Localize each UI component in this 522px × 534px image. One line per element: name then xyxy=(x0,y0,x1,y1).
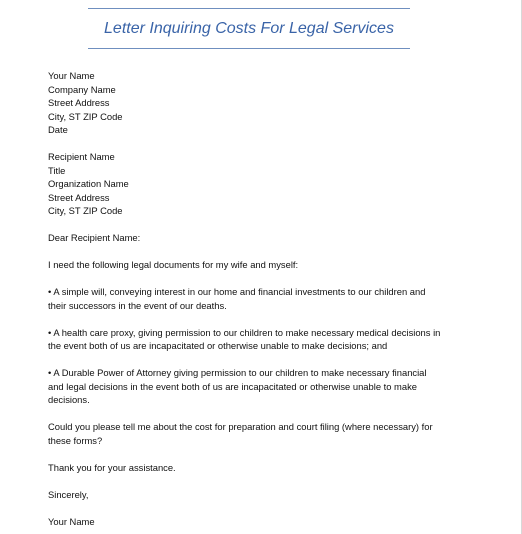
question-line-2: these forms? xyxy=(48,434,103,446)
recipient-city: City, ST ZIP Code xyxy=(48,205,123,216)
title-bottom-rule xyxy=(88,48,410,49)
recipient-block xyxy=(48,150,478,218)
title-top-rule xyxy=(88,8,410,9)
bullet-poa-line-3: decisions. xyxy=(48,394,90,405)
closing-line: Sincerely, xyxy=(48,488,89,500)
recipient-organization: Organization Name xyxy=(48,178,129,189)
sender-block xyxy=(48,69,478,137)
bullet-will-line-2: their successors in the event of our deaths. xyxy=(48,299,227,311)
recipient-name: Recipient Name xyxy=(48,151,115,162)
bullet-will-line-1: • A simple will, conveying interest in our home and financial investments to our children and xyxy=(48,286,426,297)
intro-paragraph: I need the following legal documents for my wife and myself: xyxy=(48,259,299,270)
letter-date: Date xyxy=(48,124,68,135)
signature-name: Your Name xyxy=(48,515,95,527)
sender-city: City, ST ZIP Code xyxy=(48,110,123,122)
salutation: Dear Recipient Name: xyxy=(48,232,141,243)
document-title: Letter Inquiring Costs For Legal Services xyxy=(104,20,394,37)
bullet-item-health-proxy xyxy=(48,326,478,353)
bullet-poa-line-2: and legal decisions in the event both of us are incapacitated or otherwise unable to make xyxy=(48,380,417,392)
bullet-poa-line-1: • A Durable Power of Attorney giving permission to our children to make necessary financial xyxy=(48,367,427,378)
bullet-proxy-line-1: • A health care proxy, giving permission to our children to make necessary medical decisions in xyxy=(48,326,441,338)
thanks-line: Thank you for your assistance. xyxy=(48,461,176,473)
cost-question-paragraph xyxy=(48,420,478,447)
sender-street: Street Address xyxy=(48,97,110,108)
sender-name: Your Name xyxy=(48,70,95,81)
bullet-item-power-of-attorney xyxy=(48,366,478,407)
bullet-item-will xyxy=(48,285,478,312)
letter-body xyxy=(48,69,478,528)
recipient-street: Street Address xyxy=(48,191,110,203)
bullet-proxy-line-2: the event both of us are incapacitated or otherwise unable to make decisions; and xyxy=(48,340,388,351)
question-line-1: Could you please tell me about the cost for preparation and court filing (where necessary) for xyxy=(48,421,433,432)
sender-company: Company Name xyxy=(48,83,116,95)
recipient-title: Title xyxy=(48,164,66,176)
